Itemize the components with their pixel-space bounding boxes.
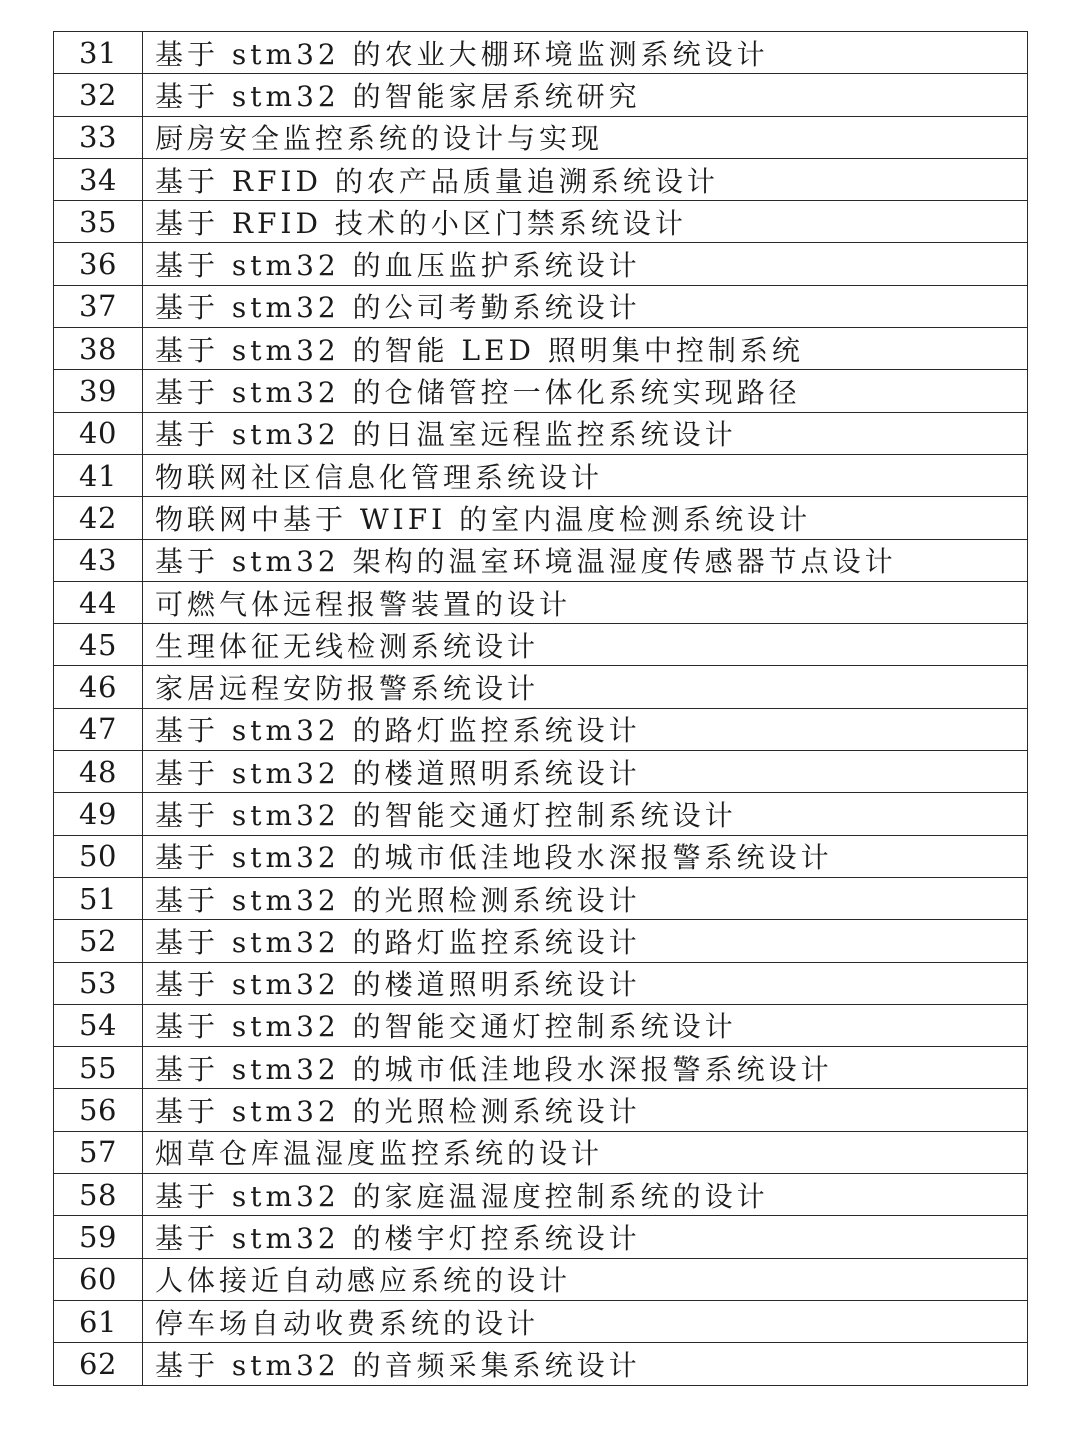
- table-row: [54, 708, 1028, 750]
- table-row: [54, 497, 1028, 539]
- table-row: [54, 1131, 1028, 1173]
- row-title: 基于 stm32 架构的温室环境温湿度传感器节点设计: [143, 539, 1028, 581]
- row-number: 61: [54, 1300, 143, 1342]
- row-number: 49: [54, 793, 143, 835]
- row-number: 37: [54, 285, 143, 327]
- row-number: 48: [54, 751, 143, 793]
- row-title: 基于 stm32 的光照检测系统设计: [143, 877, 1028, 919]
- row-number: 47: [54, 708, 143, 750]
- row-number: 50: [54, 835, 143, 877]
- row-title: 基于 RFID 的农产品质量追溯系统设计: [143, 158, 1028, 200]
- table-row: [54, 539, 1028, 581]
- table-row: [54, 666, 1028, 708]
- table-row: [54, 32, 1028, 74]
- row-title: 物联网社区信息化管理系统设计: [143, 454, 1028, 496]
- row-number: 44: [54, 581, 143, 623]
- table-row: [54, 1047, 1028, 1089]
- row-title: 可燃气体远程报警装置的设计: [143, 581, 1028, 623]
- row-number: 55: [54, 1047, 143, 1089]
- row-title: 基于 stm32 的城市低洼地段水深报警系统设计: [143, 1047, 1028, 1089]
- row-number: 33: [54, 116, 143, 158]
- table-row: [54, 1004, 1028, 1046]
- row-number: 40: [54, 412, 143, 454]
- row-title: 停车场自动收费系统的设计: [143, 1300, 1028, 1342]
- row-number: 45: [54, 624, 143, 666]
- row-title: 基于 stm32 的光照检测系统设计: [143, 1089, 1028, 1131]
- row-title: 基于 stm32 的家庭温湿度控制系统的设计: [143, 1174, 1028, 1216]
- row-number: 41: [54, 454, 143, 496]
- table-row: [54, 454, 1028, 496]
- table-row: [54, 920, 1028, 962]
- row-number: 62: [54, 1343, 143, 1385]
- row-number: 36: [54, 243, 143, 285]
- row-number: 31: [54, 32, 143, 74]
- row-title: 基于 stm32 的城市低洼地段水深报警系统设计: [143, 835, 1028, 877]
- row-title: 生理体征无线检测系统设计: [143, 624, 1028, 666]
- row-number: 59: [54, 1216, 143, 1258]
- table-row: [54, 835, 1028, 877]
- row-number: 52: [54, 920, 143, 962]
- row-number: 34: [54, 158, 143, 200]
- row-title: 基于 stm32 的楼道照明系统设计: [143, 751, 1028, 793]
- row-number: 35: [54, 201, 143, 243]
- table-row: [54, 1343, 1028, 1385]
- table-row: [54, 624, 1028, 666]
- table-row: [54, 1174, 1028, 1216]
- topic-table-body: [54, 32, 1028, 1386]
- table-row: [54, 962, 1028, 1004]
- row-number: 51: [54, 877, 143, 919]
- row-number: 57: [54, 1131, 143, 1173]
- table-row: [54, 1258, 1028, 1300]
- table-row: [54, 116, 1028, 158]
- row-title: 基于 stm32 的智能 LED 照明集中控制系统: [143, 328, 1028, 370]
- table-row: [54, 1216, 1028, 1258]
- row-number: 60: [54, 1258, 143, 1300]
- row-number: 38: [54, 328, 143, 370]
- table-row: [54, 793, 1028, 835]
- table-row: [54, 751, 1028, 793]
- table-row: [54, 370, 1028, 412]
- row-title: 基于 stm32 的路灯监控系统设计: [143, 920, 1028, 962]
- row-number: 39: [54, 370, 143, 412]
- row-title: 家居远程安防报警系统设计: [143, 666, 1028, 708]
- table-row: [54, 877, 1028, 919]
- row-number: 54: [54, 1004, 143, 1046]
- table-row: [54, 412, 1028, 454]
- row-title: 基于 stm32 的智能交通灯控制系统设计: [143, 1004, 1028, 1046]
- table-row: [54, 285, 1028, 327]
- row-title: 人体接近自动感应系统的设计: [143, 1258, 1028, 1300]
- table-row: [54, 328, 1028, 370]
- row-number: 46: [54, 666, 143, 708]
- row-title: 基于 stm32 的楼道照明系统设计: [143, 962, 1028, 1004]
- row-number: 56: [54, 1089, 143, 1131]
- table-row: [54, 581, 1028, 623]
- table-row: [54, 1300, 1028, 1342]
- table-row: [54, 243, 1028, 285]
- row-number: 58: [54, 1174, 143, 1216]
- topic-table: [53, 31, 1028, 1386]
- table-row: [54, 1089, 1028, 1131]
- row-title: 基于 stm32 的智能交通灯控制系统设计: [143, 793, 1028, 835]
- row-title: 烟草仓库温湿度监控系统的设计: [143, 1131, 1028, 1173]
- row-title: 基于 stm32 的智能家居系统研究: [143, 74, 1028, 116]
- row-title: 基于 RFID 技术的小区门禁系统设计: [143, 201, 1028, 243]
- row-number: 32: [54, 74, 143, 116]
- row-number: 42: [54, 497, 143, 539]
- table-row: [54, 158, 1028, 200]
- row-title: 厨房安全监控系统的设计与实现: [143, 116, 1028, 158]
- row-title: 基于 stm32 的公司考勤系统设计: [143, 285, 1028, 327]
- row-title: 基于 stm32 的路灯监控系统设计: [143, 708, 1028, 750]
- row-title: 基于 stm32 的音频采集系统设计: [143, 1343, 1028, 1385]
- row-number: 43: [54, 539, 143, 581]
- row-title: 基于 stm32 的楼宇灯控系统设计: [143, 1216, 1028, 1258]
- row-title: 基于 stm32 的仓储管控一体化系统实现路径: [143, 370, 1028, 412]
- table-row: [54, 201, 1028, 243]
- row-title: 基于 stm32 的农业大棚环境监测系统设计: [143, 32, 1028, 74]
- row-number: 53: [54, 962, 143, 1004]
- row-title: 基于 stm32 的日温室远程监控系统设计: [143, 412, 1028, 454]
- row-title: 基于 stm32 的血压监护系统设计: [143, 243, 1028, 285]
- table-row: [54, 74, 1028, 116]
- row-title: 物联网中基于 WIFI 的室内温度检测系统设计: [143, 497, 1028, 539]
